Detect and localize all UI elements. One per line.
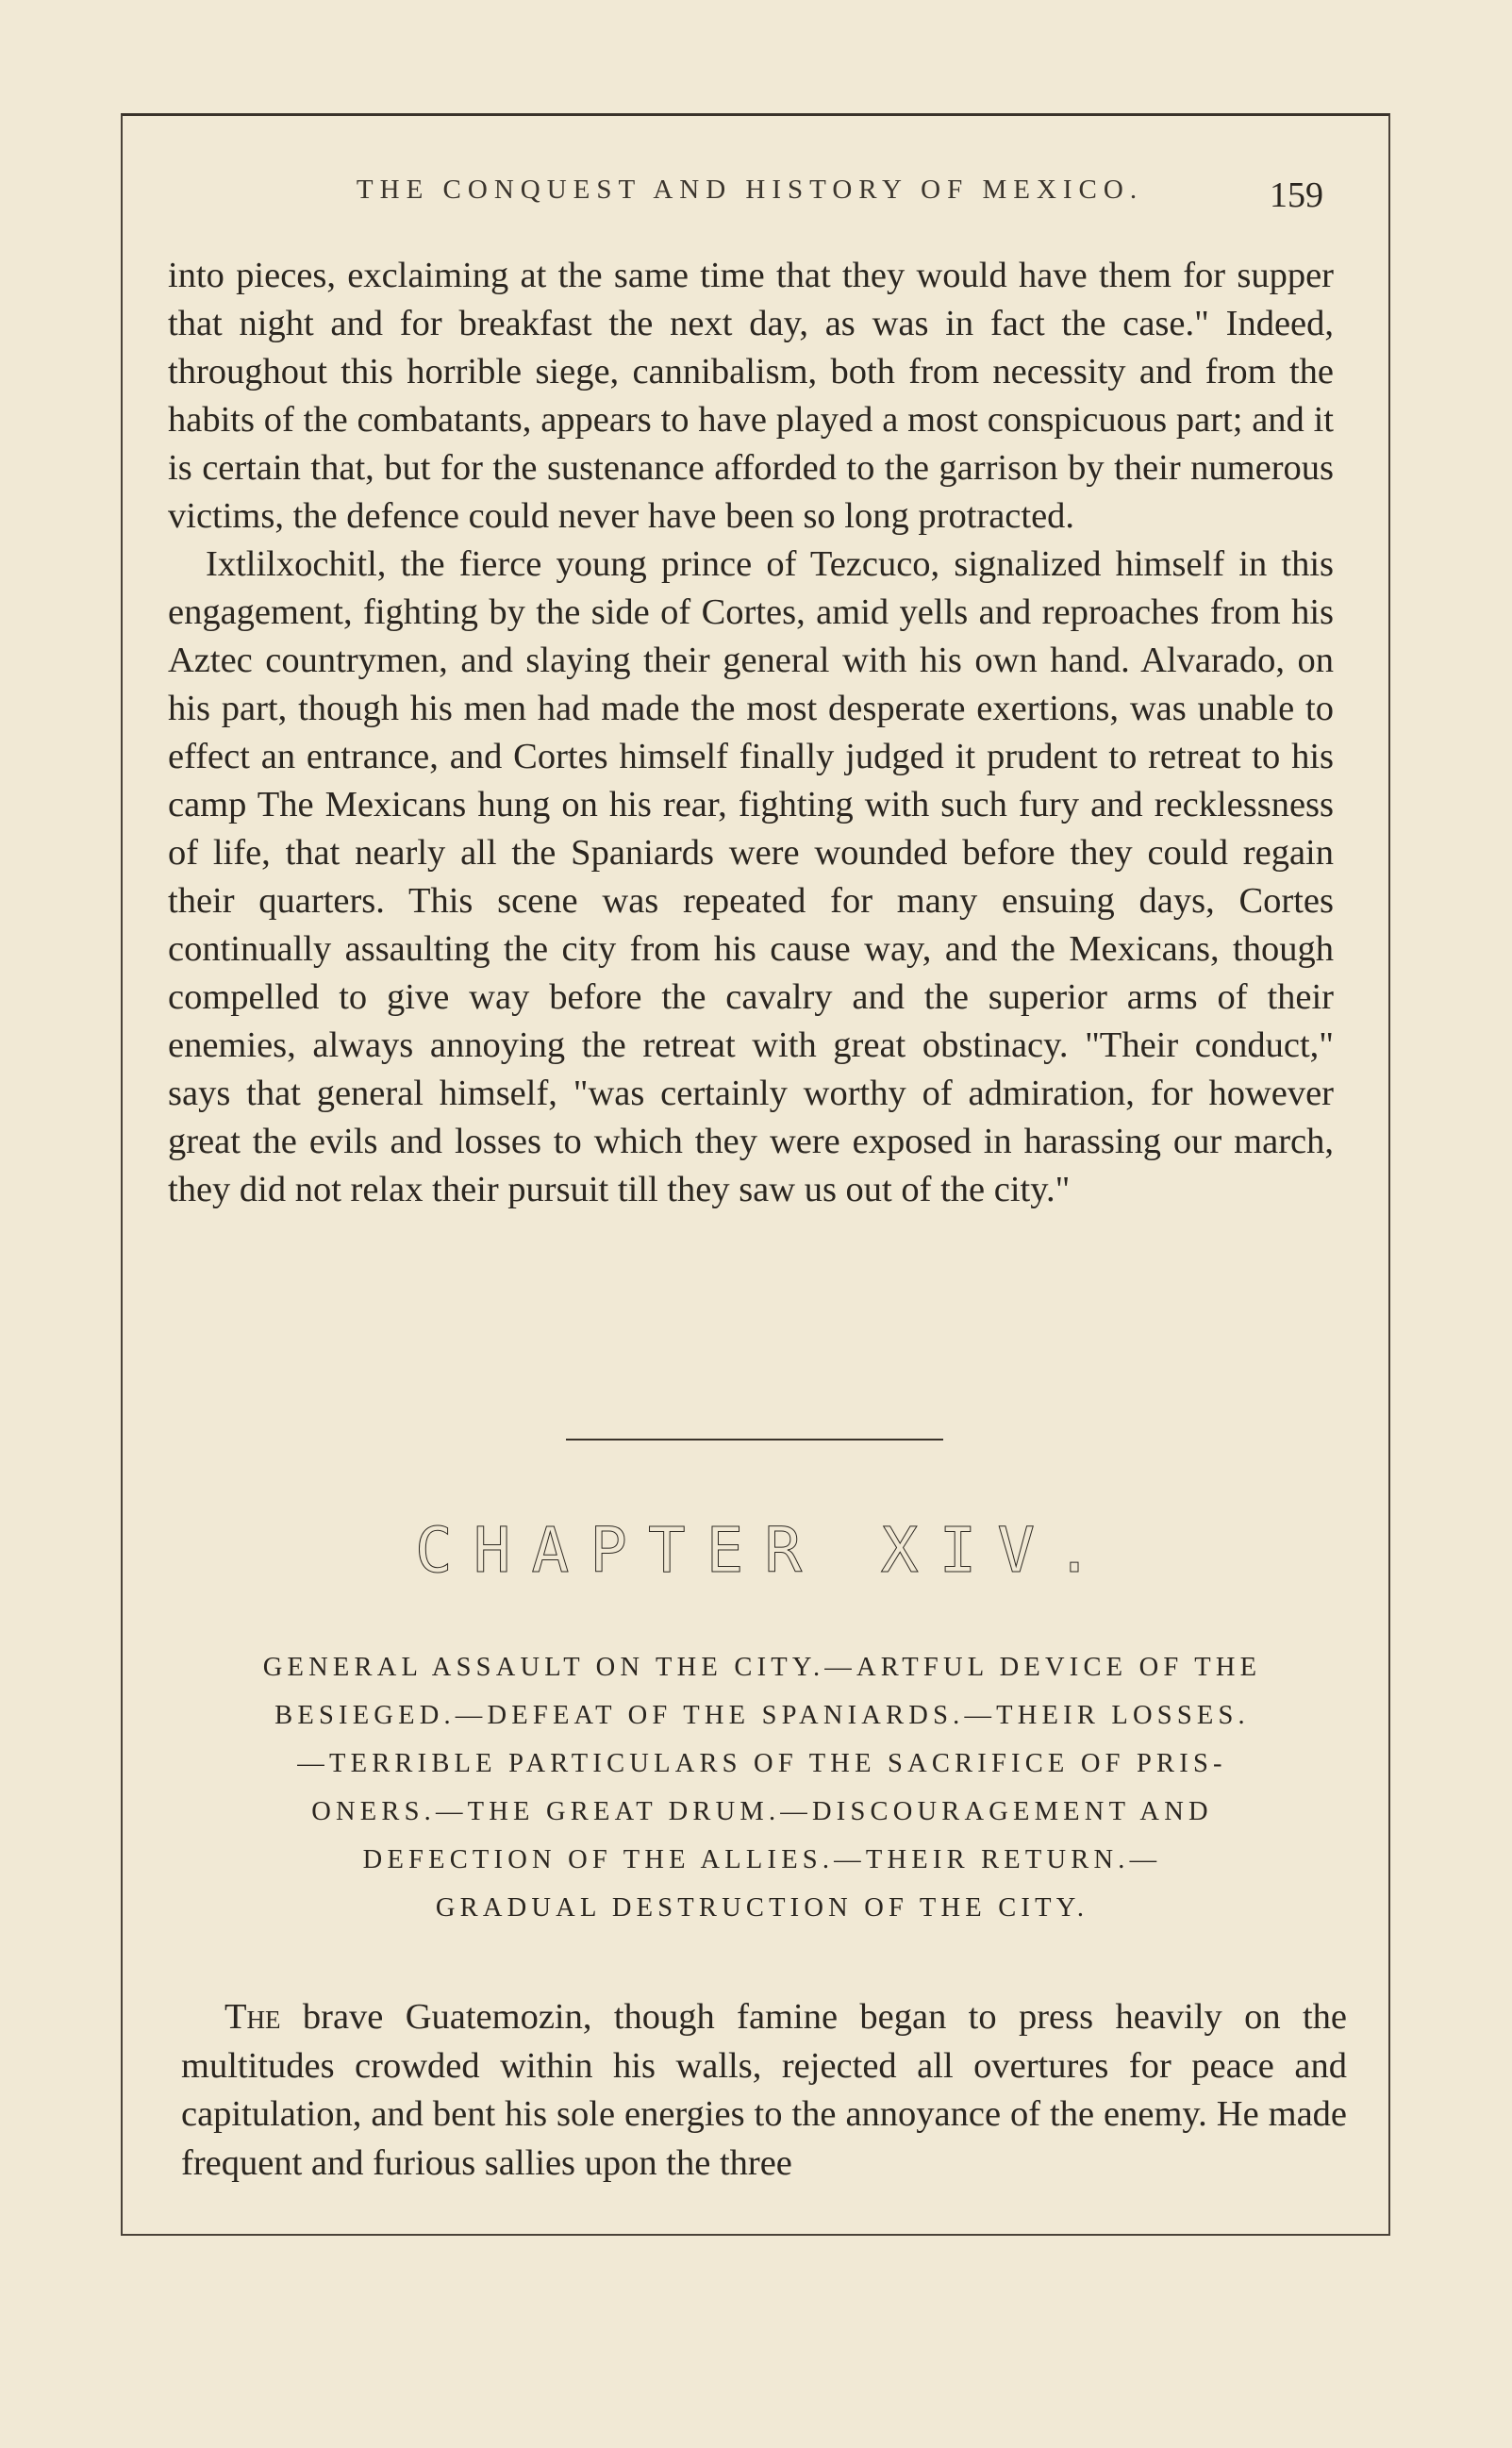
synopsis-line: —TERRIBLE PARTICULARS OF THE SACRIFICE OF PRIS- [297,1749,1227,1778]
page-number: 159 [1270,175,1323,215]
paragraph-1: into pieces, exclaiming at the same time that they would have them for supper that night and for breakfast the next day, as was in fact the case." Indeed, throughout this horrible siege, cannibalism, both from necessity and from the habits of the combatants, appears to have played a most conspicuous part; and it is certain that, but for the sustenance afforded to the garrison by their numerous victims, the defence could never have been so long protracted. [168,256,1334,536]
opening-word: The [224,1997,281,2037]
body-text [168,252,1334,1214]
chapter-title [415,1514,1114,1587]
chapter-title-text: CHAPTER XIV. [415,1514,1114,1587]
synopsis-line: ONERS.—THE GREAT DRUM.—DISCOURAGEMENT AND [311,1797,1213,1826]
synopsis-line: DEFECTION OF THE ALLIES.—THEIR RETURN.— [362,1845,1162,1874]
synopsis-line: GRADUAL DESTRUCTION OF THE CITY. [435,1893,1089,1923]
opening-text: brave Guatemozin, though famine began to press heavily on the multitudes crowded within his walls, rejected all overtures for peace and capitulation, and bent his sole energies to the annoyance of the enemy. He made frequent and furious sallies upon the three [181,1997,1347,2183]
synopsis-line: GENERAL ASSAULT ON THE CITY.—ARTFUL DEVICE OF THE [262,1653,1262,1682]
chapter-paragraph-1 [181,1993,1347,2188]
running-title: THE CONQUEST AND HISTORY OF MEXICO. [356,175,1144,205]
paragraph-2: Ixtlilxochitl, the fierce young prince of Tezcuco, signalized himself in this engagement, fighting by the side of Cortes, amid yells and reproaches from his Aztec countrymen, and slaying their general with his own hand. Alvarado, on his part, though his men had made the most desperate exertions, was unable to effect an entrance, and Cortes himself finally judged it prudent to retreat to his camp The Mexicans hung on his rear, fighting with such fury and recklessness of life, that nearly all the Spaniards were wounded before they could regain their quarters. This scene was repeated for many ensuing days, Cortes continually assaulting the city from his cause way, and the Mexicans, though compelled to give way before the cavalry and the superior arms of their enemies, always annoying the retreat with great obstinacy. "Their conduct," says that general himself, "was certainly worthy of admiration, for however great the evils and losses to which they were exposed in harassing our march, they did not relax their pursuit till they saw us out of the city." [168,544,1334,1209]
synopsis-line: BESIEGED.—DEFEAT OF THE SPANIARDS.—THEIR LOSSES. [274,1701,1250,1730]
chapter-opening-text [181,1993,1347,2188]
chapter-synopsis [177,1643,1347,1932]
section-divider [566,1439,943,1440]
